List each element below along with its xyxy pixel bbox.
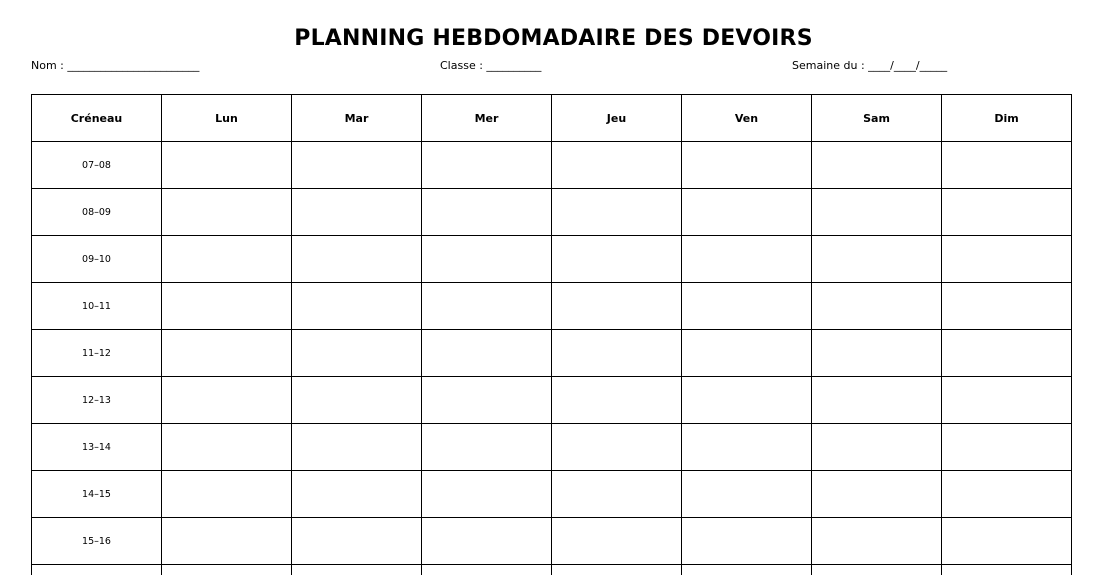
schedule-cell <box>422 424 552 471</box>
slot-label <box>32 565 162 575</box>
schedule-cell <box>162 330 292 377</box>
schedule-cell <box>422 189 552 236</box>
schedule-cell <box>422 518 552 565</box>
slot-label: 10–11 <box>32 283 162 330</box>
schedule-cell <box>812 330 942 377</box>
schedule-cell <box>292 471 422 518</box>
schedule-cell <box>682 424 812 471</box>
schedule-cell <box>292 565 422 575</box>
header-sam: Sam <box>812 95 942 142</box>
schedule-cell <box>682 565 812 575</box>
schedule-cell <box>292 283 422 330</box>
schedule-cell <box>682 518 812 565</box>
table-row <box>32 565 1072 575</box>
schedule-cell <box>422 236 552 283</box>
slot-label: 11–12 <box>32 330 162 377</box>
schedule-cell <box>942 518 1072 565</box>
schedule-cell <box>812 283 942 330</box>
table-row <box>32 471 1072 518</box>
schedule-cell <box>162 424 292 471</box>
homework-schedule-table <box>31 94 1072 575</box>
schedule-cell <box>942 424 1072 471</box>
schedule-cell <box>812 189 942 236</box>
header-mar: Mar <box>292 95 422 142</box>
schedule-cell <box>552 236 682 283</box>
schedule-cell <box>422 142 552 189</box>
week-field: Semaine du : ____/____/_____ <box>792 59 948 72</box>
schedule-cell <box>682 377 812 424</box>
schedule-cell <box>942 236 1072 283</box>
slot-label: 15–16 <box>32 518 162 565</box>
schedule-cell <box>942 377 1072 424</box>
schedule-cell <box>552 283 682 330</box>
schedule-cell <box>812 565 942 575</box>
header-jeu: Jeu <box>552 95 682 142</box>
slot-label: 07–08 <box>32 142 162 189</box>
schedule-cell <box>812 518 942 565</box>
schedule-cell <box>682 189 812 236</box>
slot-label: 13–14 <box>32 424 162 471</box>
schedule-cell <box>162 283 292 330</box>
schedule-cell <box>552 142 682 189</box>
schedule-cell <box>422 377 552 424</box>
schedule-cell <box>162 142 292 189</box>
schedule-cell <box>162 471 292 518</box>
schedule-cell <box>292 189 422 236</box>
schedule-cell <box>292 518 422 565</box>
header-lun: Lun <box>162 95 292 142</box>
header-creneau: Créneau <box>32 95 162 142</box>
schedule-cell <box>552 565 682 575</box>
header-mer: Mer <box>422 95 552 142</box>
schedule-cell <box>292 330 422 377</box>
schedule-cell <box>552 424 682 471</box>
schedule-cell <box>292 142 422 189</box>
table-row <box>32 189 1072 236</box>
table-row <box>32 518 1072 565</box>
slot-label: 12–13 <box>32 377 162 424</box>
schedule-cell <box>162 377 292 424</box>
schedule-cell <box>552 471 682 518</box>
table-row <box>32 424 1072 471</box>
schedule-cell <box>292 424 422 471</box>
name-field: Nom : ________________________ <box>31 59 200 72</box>
schedule-cell <box>552 518 682 565</box>
slot-label: 09–10 <box>32 236 162 283</box>
schedule-cell <box>162 565 292 575</box>
header-dim: Dim <box>942 95 1072 142</box>
schedule-cell <box>942 283 1072 330</box>
schedule-cell <box>292 236 422 283</box>
schedule-cell <box>942 142 1072 189</box>
schedule-cell <box>812 236 942 283</box>
page-title: PLANNING HEBDOMADAIRE DES DEVOIRS <box>294 26 813 51</box>
table-row <box>32 142 1072 189</box>
schedule-cell <box>162 518 292 565</box>
table-row <box>32 330 1072 377</box>
schedule-cell <box>942 330 1072 377</box>
schedule-cell <box>682 330 812 377</box>
class-field: Classe : __________ <box>440 59 542 72</box>
schedule-cell <box>422 283 552 330</box>
table-row <box>32 283 1072 330</box>
schedule-cell <box>942 565 1072 575</box>
schedule-cell <box>942 471 1072 518</box>
schedule-cell <box>422 565 552 575</box>
schedule-cell <box>812 471 942 518</box>
schedule-cell <box>812 142 942 189</box>
schedule-cell <box>552 189 682 236</box>
header-ven: Ven <box>682 95 812 142</box>
header-row <box>32 95 1072 142</box>
schedule-cell <box>162 236 292 283</box>
table-row <box>32 377 1072 424</box>
schedule-cell <box>552 330 682 377</box>
schedule-cell <box>682 142 812 189</box>
schedule-cell <box>422 330 552 377</box>
schedule-cell <box>292 377 422 424</box>
slot-label: 08–09 <box>32 189 162 236</box>
slot-label: 14–15 <box>32 471 162 518</box>
schedule-cell <box>812 377 942 424</box>
schedule-cell <box>682 471 812 518</box>
schedule-cell <box>682 283 812 330</box>
table-row <box>32 236 1072 283</box>
schedule-cell <box>942 189 1072 236</box>
schedule-cell <box>812 424 942 471</box>
schedule-cell <box>422 471 552 518</box>
schedule-cell <box>552 377 682 424</box>
schedule-cell <box>682 236 812 283</box>
schedule-cell <box>162 189 292 236</box>
